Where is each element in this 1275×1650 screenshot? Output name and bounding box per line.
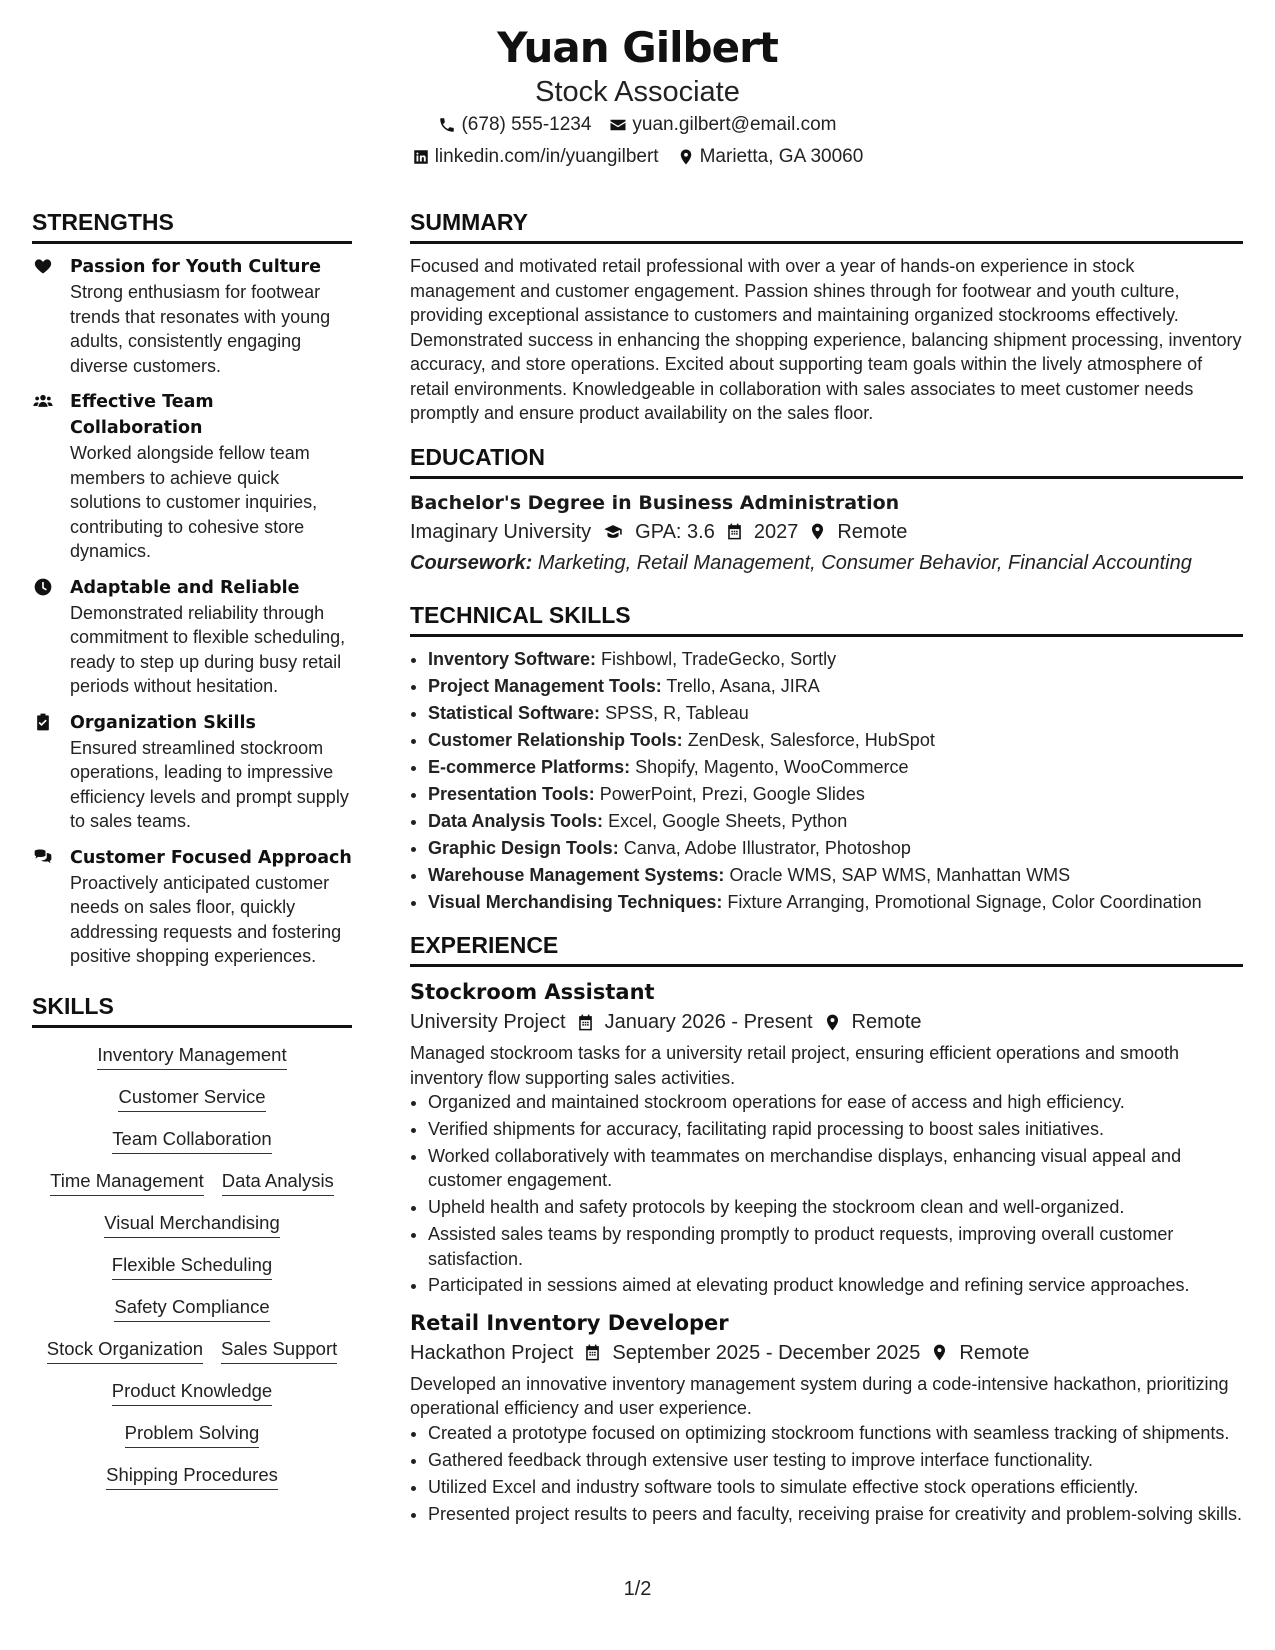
list-item: • Organized and maintained stockroom operations for ease of access and high efficiency. — [428, 1090, 1243, 1115]
job-role: Stockroom Assistant — [410, 980, 655, 1004]
strength-title: Effective Team Collaboration — [70, 392, 214, 438]
list-item — [428, 674, 1243, 699]
coursework-text: Marketing, Retail Management, Consumer Behavior, Financial Accounting — [537, 551, 1192, 574]
candidate-name: Yuan Gilbert — [497, 23, 778, 72]
skill-category: Visual Merchandising Techniques: — [428, 891, 723, 912]
skills-section — [32, 989, 352, 1490]
envelope-icon — [609, 116, 627, 134]
skill-tag: Problem Solving — [125, 1420, 260, 1448]
degree-title: Bachelor's Degree in Business Administration — [410, 491, 900, 514]
skill-tag: Product Knowledge — [112, 1378, 272, 1406]
skill-values: Oracle WMS, SAP WMS, Manhattan WMS — [729, 864, 1071, 885]
skill-values: Fixture Arranging, Promotional Signage, Color Coordination — [727, 891, 1202, 912]
job-location: Remote — [959, 1341, 1030, 1364]
phone-text: (678) 555-1234 — [461, 114, 592, 135]
strength-text: Demonstrated reliability through commitment to flexible scheduling, ready to step up during busy retail periods without hesitation. — [70, 602, 346, 696]
strength-text: Strong enthusiasm for footwear trends that resonates with young adults, consistently engaging diverse customers. — [70, 282, 331, 376]
job-description: Managed stockroom tasks for a university retail project, ensuring efficient operations and smooth inventory flow supporting sales activities. — [410, 1043, 1180, 1088]
comments-icon — [32, 847, 54, 867]
skill-category: E-commerce Platforms: — [428, 756, 631, 777]
coursework-label: Coursework: — [410, 551, 533, 574]
list-item: • Upheld health and safety protocols by keeping the stockroom clean and well-organized. — [428, 1195, 1243, 1220]
technical-skills-list — [410, 647, 1243, 915]
location-text: Marietta, GA 30060 — [699, 146, 864, 167]
list-item: • Created a prototype focused on optimizing stockroom functions with seamless tracking of shipments. — [428, 1421, 1243, 1446]
job-bullets — [410, 1421, 1243, 1526]
job-entry — [410, 977, 1243, 1298]
skill-category: Customer Relationship Tools: — [428, 729, 683, 750]
job-meta — [410, 1007, 1243, 1037]
education-section — [410, 440, 1243, 578]
skill-tag: Shipping Procedures — [106, 1462, 278, 1490]
experience-section — [410, 928, 1243, 1526]
calendar-icon — [725, 522, 744, 541]
strengths-heading: STRENGTHS — [32, 205, 352, 244]
skill-tag: Inventory Management — [97, 1042, 286, 1070]
list-item — [428, 701, 1243, 726]
list-item: • Worked collaboratively with teammates on merchandise displays, enhancing visual appeal and customer engagement. — [428, 1144, 1243, 1193]
skill-tag: Data Analysis — [222, 1168, 334, 1196]
calendar-icon — [583, 1343, 602, 1362]
job-meta — [410, 1338, 1243, 1368]
skill-category: Presentation Tools: — [428, 783, 595, 804]
strength-title: Organization Skills — [70, 712, 256, 733]
contact-row-2 — [0, 141, 1275, 173]
job-bullets — [410, 1090, 1243, 1298]
skill-tag: Visual Merchandising — [104, 1210, 280, 1238]
map-marker-icon — [823, 1013, 842, 1032]
skill-tag: Stock Organization — [47, 1336, 203, 1364]
linkedin-icon — [412, 148, 430, 166]
skills-list — [32, 1038, 352, 1490]
strength-item — [32, 845, 352, 969]
heart-icon — [32, 256, 54, 276]
list-item — [428, 728, 1243, 753]
contact-row-1 — [0, 109, 1275, 141]
list-item — [428, 782, 1243, 807]
job-description: Developed an innovative inventory management system during a code-intensive hackathon, prioritizing operational efficiency and user experience. — [410, 1373, 1229, 1419]
skill-category: Graphic Design Tools: — [428, 837, 619, 858]
skills-heading: SKILLS — [32, 989, 352, 1028]
list-item — [428, 755, 1243, 780]
list-item: • Participated in sessions aimed at elevating product knowledge and refining service approaches. — [428, 1273, 1243, 1298]
skill-category: Warehouse Management Systems: — [428, 864, 725, 885]
job-org: University Project — [410, 1011, 566, 1033]
email-text: yuan.gilbert@email.com — [632, 114, 837, 135]
strength-text: Worked alongside fellow team members to achieve quick solutions to customer inquiries, contributing to cohesive store dynamics. — [70, 443, 318, 561]
contact-phone — [438, 109, 591, 141]
skill-tag: Team Collaboration — [112, 1126, 271, 1154]
strength-text: Proactively anticipated customer needs on sales floor, quickly addressing requests and fostering positive shopping experiences. — [70, 872, 342, 966]
clipboard-check-icon — [32, 712, 54, 732]
job-dates: January 2026 - Present — [604, 1011, 813, 1033]
education-meta — [410, 517, 1243, 547]
summary-text: Focused and motivated retail professional with over a year of hands-on experience in stock management and customer engagement. Passion shines through for footwear and youth culture, providing exceptional assistance to customers and maintaining organized stockrooms effectively. Demonstrated success in enhancing the shopping experience, balancing shipment processing, inventory accuracy, and store operations. Excited about supporting team goals within the lively atmosphere of retail environments. Knowledgeable in collaboration with sales associates to meet customer needs promptly and ensure product availability on the sales floor. — [410, 256, 1242, 423]
map-marker-icon — [930, 1343, 949, 1362]
skill-values: PowerPoint, Prezi, Google Slides — [599, 783, 865, 804]
skill-tag: Flexible Scheduling — [112, 1252, 272, 1280]
map-marker-icon — [677, 148, 695, 166]
phone-icon — [438, 116, 456, 134]
skill-tag: Sales Support — [221, 1336, 337, 1364]
strength-item — [32, 575, 352, 699]
left-column — [32, 205, 352, 1504]
job-location: Remote — [851, 1011, 922, 1033]
users-icon — [32, 391, 54, 411]
skill-values: Fishbowl, TradeGecko, Sortly — [601, 648, 837, 669]
skill-values: Canva, Adobe Illustrator, Photoshop — [623, 837, 911, 858]
skill-values: SPSS, R, Tableau — [605, 702, 749, 723]
strength-text: Ensured streamlined stockroom operations, leading to impressive efficiency levels and prompt supply to sales teams. — [70, 737, 349, 831]
list-item: • Assisted sales teams by responding promptly to product requests, improving overall customer satisfaction. — [428, 1222, 1243, 1271]
job-title: Stock Associate — [535, 76, 740, 108]
strength-item — [32, 389, 352, 564]
contact-location — [677, 141, 864, 173]
education-heading: EDUCATION — [410, 440, 1243, 479]
experience-heading: EXPERIENCE — [410, 928, 1243, 967]
list-item: • Utilized Excel and industry software tools to simulate effective stock operations efficiently. — [428, 1475, 1243, 1500]
strength-item — [32, 710, 352, 834]
education-location: Remote — [837, 520, 908, 543]
contact-email — [609, 109, 836, 141]
skill-values: ZenDesk, Salesforce, HubSpot — [687, 729, 935, 750]
map-marker-icon — [808, 522, 827, 541]
gpa-text: GPA: 3.6 — [635, 520, 715, 543]
skill-values: Excel, Google Sheets, Python — [608, 810, 848, 831]
list-item — [428, 809, 1243, 834]
strength-title: Adaptable and Reliable — [70, 577, 300, 598]
right-column — [410, 205, 1243, 1540]
summary-heading: SUMMARY — [410, 205, 1243, 244]
skill-tag: Safety Compliance — [114, 1294, 269, 1322]
list-item — [428, 836, 1243, 861]
contact-linkedin — [412, 141, 659, 173]
skill-category: Statistical Software: — [428, 702, 601, 723]
skill-values: Shopify, Magento, WooCommerce — [635, 756, 909, 777]
list-item: • Gathered feedback through extensive user testing to improve interface functionality. — [428, 1448, 1243, 1473]
strengths-section — [32, 205, 352, 969]
skill-tag: Time Management — [50, 1168, 204, 1196]
resume-header — [0, 22, 1275, 173]
list-item — [428, 890, 1243, 915]
strength-title: Customer Focused Approach — [70, 847, 352, 868]
technical-skills-section — [410, 598, 1243, 915]
list-item — [428, 863, 1243, 888]
technical-skills-heading: TECHNICAL SKILLS — [410, 598, 1243, 637]
graduation-cap-icon — [601, 522, 625, 541]
page-number: 1/2 — [623, 1578, 652, 1600]
summary-section — [410, 205, 1243, 426]
list-item: • Verified shipments for accuracy, facilitating rapid processing to boost sales initiatives. — [428, 1117, 1243, 1142]
skill-values: Trello, Asana, JIRA — [666, 675, 820, 696]
clock-icon — [32, 577, 54, 597]
coursework — [410, 548, 1243, 578]
calendar-icon — [576, 1013, 595, 1032]
job-dates: September 2025 - December 2025 — [612, 1341, 921, 1364]
linkedin-text: linkedin.com/in/yuangilbert — [434, 146, 659, 167]
skill-category: Data Analysis Tools: — [428, 810, 604, 831]
strength-title: Passion for Youth Culture — [70, 257, 322, 277]
skill-tag: Customer Service — [118, 1084, 265, 1112]
job-entry — [410, 1308, 1243, 1526]
skill-category: Project Management Tools: — [428, 675, 662, 696]
school-name: Imaginary University — [410, 520, 592, 543]
job-role: Retail Inventory Developer — [410, 1310, 729, 1335]
list-item — [428, 647, 1243, 672]
strength-item — [32, 254, 352, 378]
skill-category: Inventory Software: — [428, 648, 597, 669]
job-org: Hackathon Project — [410, 1341, 574, 1364]
graduation-year: 2027 — [753, 520, 799, 543]
list-item: • Presented project results to peers and faculty, receiving praise for creativity and problem-solving skills. — [428, 1502, 1243, 1527]
